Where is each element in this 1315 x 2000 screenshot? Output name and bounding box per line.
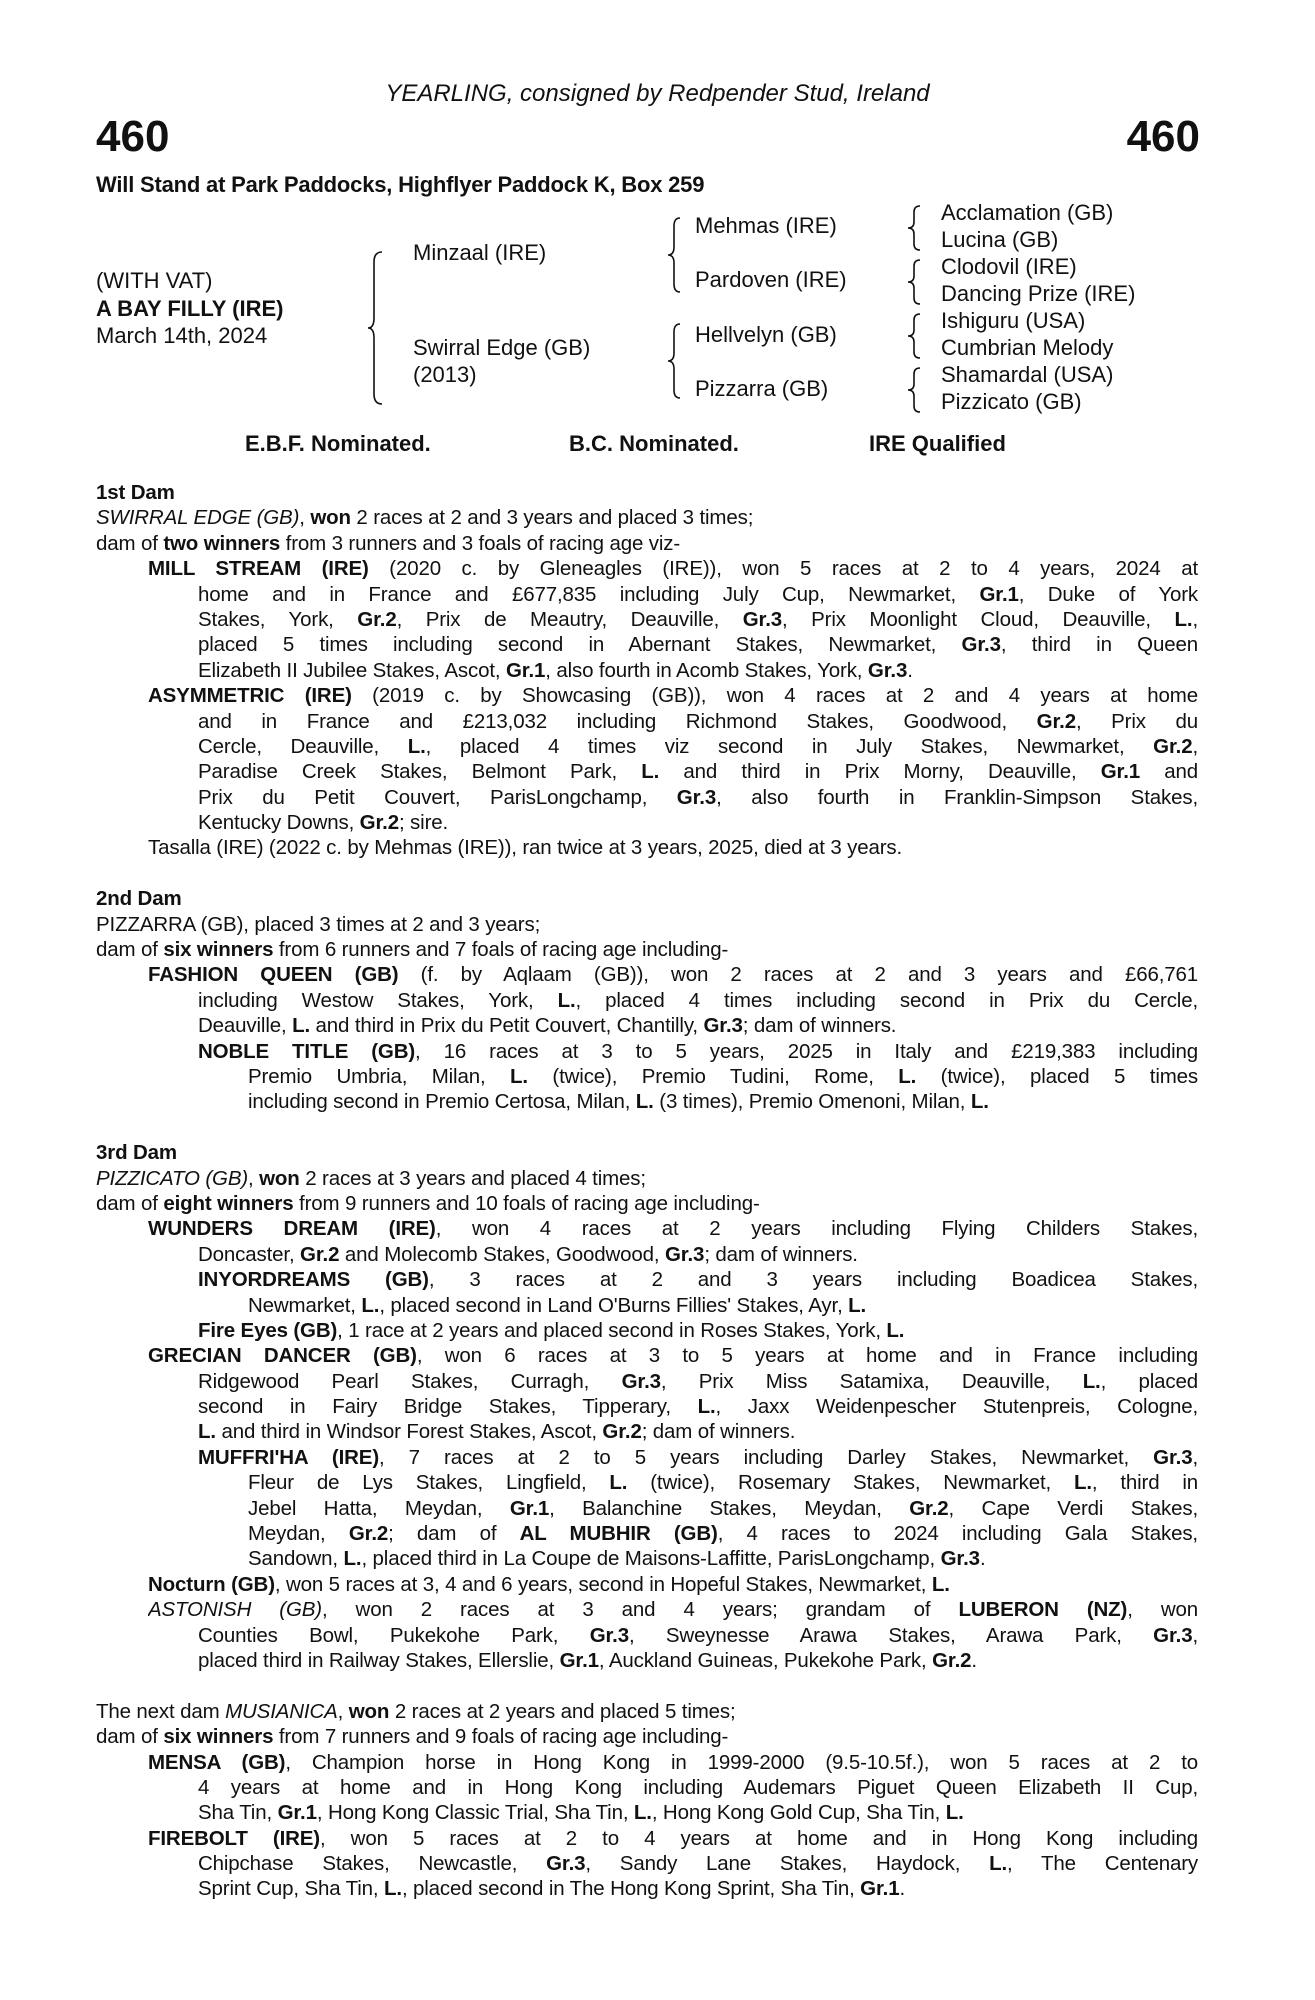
text-run: and [1140,760,1198,784]
bold-text: AL MUBHIR (GB) [519,1522,718,1546]
text-line [148,759,1198,784]
bold-text: WUNDERS DREAM (IRE) [148,1217,436,1241]
bold-text: L. [1073,1471,1092,1495]
text-line [148,658,1198,683]
text-run: , also fourth in Acomb Stakes, York, [545,658,868,682]
text-run: , Prix du [1075,709,1198,733]
text-run: Deauville, [198,1014,293,1038]
text-run: Newmarket, [248,1293,362,1317]
dam-summary [96,1699,1198,1750]
progeny-entry [96,1750,1198,1826]
sire-brace [668,216,682,294]
text-line [96,531,1198,556]
bold-text: Fire Eyes (GB) [198,1318,338,1342]
progeny-entry [96,1445,1198,1572]
text-run: Doncaster, [198,1242,301,1266]
text-run: , Prix Moonlight Cloud, Deauville, [782,607,1175,631]
bold-text: Gr.2 [300,1242,340,1266]
progeny-entry [96,1216,1198,1267]
dam-dam: Pizzarra (GB) [695,376,829,401]
ancestor-brace [908,312,922,360]
text-line [148,683,1198,708]
text-line [198,1318,1198,1343]
bold-text: L. [384,1877,402,1901]
lot-number-right: 460 [1126,112,1200,161]
text-run: , placed second in The Hong Kong Sprint, Sha Tin, [401,1877,861,1901]
text-line [148,1597,1198,1622]
bold-text: Nocturn (GB) [148,1572,275,1596]
bold-text: GRECIAN DANCER (GB) [148,1344,417,1368]
lot-number-left: 460 [96,112,170,161]
bold-text: L. [641,760,660,784]
bold-text: Gr.3 [546,1852,586,1876]
bold-text: L. [931,1572,950,1596]
ire-qualification: IRE Qualified [869,431,1006,456]
text-run: ; dam of [388,1522,520,1546]
text-run: (2020 c. by Gleneagles (IRE)), won 5 races at 2 to 4 years, 2024 at [368,557,1198,581]
text-line [148,1242,1198,1267]
text-run: 2 races at 3 years and placed 4 times; [299,1166,646,1190]
text-run: , placed 4 times viz second in July Stakes, Newmarket, [425,734,1154,758]
text-run: . [979,1547,986,1571]
dam-year: (2013) [413,362,477,387]
text-run: from 6 runners and 7 foals of racing age including- [273,938,729,962]
text-run: , 16 races at 3 to 5 years, 2025 in Italy and £219,383 including [415,1039,1198,1063]
text-line [198,1521,1198,1546]
text-run: , 4 races to 2024 including Gala Stakes, [717,1522,1198,1546]
text-line [148,785,1198,810]
bold-text: Gr.3 [867,658,908,682]
text-line [198,1089,1198,1114]
text-line [198,1064,1198,1089]
italic-text: ASTONISH (GB) [148,1598,322,1622]
bold-text: L. [945,1801,964,1825]
bold-text: L. [1082,1369,1101,1393]
text-run: Counties Bowl, Pukekohe Park, [198,1623,590,1647]
text-run: Ridgewood Pearl Stakes, Curragh, [198,1369,622,1393]
text-run: from 9 runners and 10 foals of racing age including- [293,1191,760,1215]
text-run: Stakes, York, [198,607,358,631]
text-run: dam of [96,938,164,962]
bold-text: won [259,1166,300,1190]
third-generation-ancestor: Acclamation (GB) [941,200,1114,225]
text-line [148,1013,1198,1038]
bold-text: MUFFRI'HA (IRE) [198,1445,379,1469]
text-run: from 3 runners and 3 foals of racing age viz- [280,531,681,555]
consignment-line: YEARLING, consigned by Redpender Stud, Ireland [385,80,930,107]
ancestor-brace [908,258,922,306]
text-run: , The Centenary [1007,1852,1198,1876]
text-run: placed third in Railway Stakes, Ellerslie, [198,1648,560,1672]
text-run: 2 races at 2 years and placed 5 times; [389,1699,736,1723]
third-generation-ancestor: Ishiguru (USA) [941,308,1086,333]
text-line [148,1343,1198,1368]
bold-text: L. [697,1395,716,1419]
text-line [148,734,1198,759]
text-run: , Cape Verdi Stakes, [948,1496,1198,1520]
progeny-entry [96,1826,1198,1902]
text-line [148,709,1198,734]
text-run: , [299,506,311,530]
text-line [198,1546,1198,1571]
text-line [96,1166,1198,1191]
text-run: (f. by Aqlaam (GB)), won 2 races at 2 and 3 years and £66,761 [398,963,1198,987]
bold-text: Gr.1 [1100,760,1141,784]
text-run: Prix du Petit Couvert, ParisLongchamp, [198,785,677,809]
bold-text: Gr.3 [676,785,717,809]
text-line [148,1369,1198,1394]
text-run: (twice), Rosemary Stakes, Newmarket, [627,1471,1074,1495]
text-line [198,1470,1198,1495]
text-line [148,1216,1198,1241]
italic-text: SWIRRAL EDGE (GB) [96,506,300,530]
text-run: , won 5 races at 2 to 4 years at home and in Hong Kong including [319,1826,1198,1850]
dam-summary [96,912,1198,963]
bold-text: Gr.2 [932,1648,972,1672]
text-run: Tasalla (IRE) (2022 c. by Mehmas (IRE)), ran twice at 3 years, 2025, died at 3 years. [148,836,903,860]
text-run: , third in [1091,1471,1198,1495]
text-line [148,1623,1198,1648]
bold-text: L. [886,1318,905,1342]
bold-text: L. [633,1801,652,1825]
text-run: (twice), placed 5 times [916,1064,1198,1088]
bold-text: Gr.1 [860,1877,900,1901]
text-run: , Prix Miss Satamixa, Deauville, [660,1369,1083,1393]
text-run: , won 6 races at 3 to 5 years at home and in France including [416,1344,1198,1368]
catalogue-page-body [96,480,1198,1902]
text-run: second in Fairy Bridge Stakes, Tipperary, [198,1395,698,1419]
bold-text: L. [970,1090,989,1114]
text-run: Sprint Cup, Sha Tin, [198,1877,385,1901]
text-run: from 7 runners and 9 foals of racing age including- [273,1725,729,1749]
bold-text: L. [407,734,426,758]
text-line [96,912,1198,937]
ancestor-brace [908,204,922,252]
text-run: , won 2 races at 3 and 4 years; grandam of [321,1598,959,1622]
dam-summary [96,1166,1198,1217]
text-run: , won [1127,1598,1198,1622]
text-run: , [1192,1623,1198,1647]
text-line [148,1876,1198,1901]
text-run: ; dam of winners. [641,1420,796,1444]
text-line [96,1191,1198,1216]
bold-text: L. [898,1064,917,1088]
progeny-entry [96,1343,1198,1445]
bold-text: two winners [163,531,281,555]
text-run: , Sandy Lane Stakes, Haydock, [585,1852,990,1876]
text-run: (twice), Premio Tudini, Rome, [527,1064,899,1088]
progeny-entry [96,556,1198,683]
text-run: , placed 4 times including second in Prix du Cercle, [575,988,1198,1012]
text-run: Cercle, Deauville, [198,734,408,758]
bold-text: NOBLE TITLE (GB) [198,1039,416,1063]
progeny-entry [96,1318,1198,1343]
bold-text: INYORDREAMS (GB) [198,1268,429,1292]
text-run: , won 5 races at 3, 4 and 6 years, second in Hopeful Stakes, Newmarket, [274,1572,932,1596]
text-run: , 1 race at 2 years and placed second in Roses Stakes, York, [337,1318,887,1342]
bold-text: L. [292,1014,310,1038]
bold-text: Gr.1 [509,1496,550,1520]
bold-text: L. [1174,607,1193,631]
text-run: 4 years at home and in Hong Kong including Audemars Piguet Queen Elizabeth II Cup, [198,1775,1198,1799]
bold-text: L. [557,988,576,1012]
text-line [148,1750,1198,1775]
bold-text: Gr.3 [1153,1623,1193,1647]
text-line [198,1267,1198,1292]
bold-text: L. [635,1090,654,1114]
text-line [148,607,1198,632]
bold-text: Gr.2 [348,1522,389,1546]
text-line [96,937,1198,962]
bold-text: LUBERON (NZ) [958,1598,1128,1622]
bold-text: Gr.1 [559,1648,599,1672]
italic-text: MUSIANICA [225,1699,338,1723]
text-run: , Prix de Meautry, Deauville, [396,607,743,631]
text-run: and Molecomb Stakes, Goodwood, [339,1242,666,1266]
text-run: , 7 races at 2 to 5 years including Darley Stakes, Newmarket, [379,1445,1154,1469]
text-line [148,1851,1198,1876]
text-run: , Balanchine Stakes, Meydan, [549,1496,910,1520]
ebf-nomination: E.B.F. Nominated. [245,431,431,456]
text-run: Premio Umbria, Milan, [248,1064,511,1088]
dam-sire: Hellvelyn (GB) [695,322,837,347]
text-run: including Westow Stakes, York, [198,988,558,1012]
bold-text: won [310,506,351,530]
italic-text: PIZZICATO (GB) [96,1166,249,1190]
text-line [148,1394,1198,1419]
third-generation-ancestor: Lucina (GB) [941,227,1059,252]
bold-text: Gr.3 [961,633,1001,657]
text-run: (2019 c. by Showcasing (GB)), won 4 races at 2 and 4 years at home [351,684,1198,708]
bold-text: six winners [163,1725,274,1749]
text-line [96,1724,1198,1749]
bold-text: L. [609,1471,628,1495]
text-run: Elizabeth II Jubilee Stakes, Ascot, [198,658,506,682]
text-line [148,582,1198,607]
text-run: Sha Tin, [198,1801,278,1825]
text-line [148,556,1198,581]
text-line [148,1648,1198,1673]
bold-text: Gr.2 [909,1496,949,1520]
text-line [148,835,1198,860]
bold-text: Gr.3 [1153,1445,1193,1469]
progeny-entry [96,1572,1198,1597]
text-line [198,1293,1198,1318]
text-run: The next dam [96,1699,226,1723]
text-run: Fleur de Lys Stakes, Lingfield, [248,1471,610,1495]
progeny-entry [96,1267,1198,1318]
third-generation-ancestor: Pizzicato (GB) [941,389,1082,414]
text-line [148,988,1198,1013]
vat-note: (WITH VAT) [96,268,213,293]
text-run: , placed second in Land O'Burns Fillies' Stakes, Ayr, [379,1293,849,1317]
text-run: dam of [96,1725,164,1749]
text-run: , [1192,734,1198,758]
text-run: , third in Queen [1000,633,1198,657]
text-run: , [337,1699,349,1723]
bold-text: Gr.1 [979,582,1019,606]
text-run: 2 races at 2 and 3 years and placed 3 times; [350,506,754,530]
bold-text: Gr.3 [703,1014,743,1038]
bold-text: ASYMMETRIC (IRE) [148,684,352,708]
text-run: and third in Prix Morny, Deauville, [659,760,1101,784]
bold-text: Gr.2 [1036,709,1076,733]
sire-dam: Pardoven (IRE) [695,267,847,292]
text-run: Meydan, [248,1522,349,1546]
bold-text: MENSA (GB) [148,1750,286,1774]
text-run: , placed third in La Coupe de Maisons-Laffitte, ParisLongchamp, [361,1547,941,1571]
text-run: and in France and £213,032 including Richmond Stakes, Goodwood, [198,709,1037,733]
text-run: , Auckland Guineas, Pukekohe Park, [598,1648,933,1672]
text-run: , Sweynesse Arawa Stakes, Arawa Park, [628,1623,1154,1647]
bold-text: Gr.2 [602,1420,642,1444]
text-run: (3 times), Premio Omenoni, Milan, [653,1090,971,1114]
text-run: , Hong Kong Classic Trial, Sha Tin, [316,1801,634,1825]
foaling-date: March 14th, 2024 [96,323,268,348]
bold-text: six winners [163,938,274,962]
section-gap [96,861,1198,886]
text-line [148,1775,1198,1800]
text-run: , [1192,1445,1198,1469]
third-generation-ancestor: Clodovil (IRE) [941,254,1077,279]
text-run: ; dam of winners. [704,1242,858,1266]
text-run: , won 4 races at 2 years including Flying Childers Stakes, [435,1217,1198,1241]
bold-text: FIREBOLT (IRE) [148,1826,320,1850]
text-run: and third in Windsor Forest Stakes, Ascot, [215,1420,603,1444]
text-run: . [907,658,913,682]
stand-location: Will Stand at Park Paddocks, Highflyer Paddock K, Box 259 [96,172,705,197]
text-run: ; dam of winners. [742,1014,897,1038]
bc-nomination: B.C. Nominated. [569,431,739,456]
bold-text: L. [848,1293,867,1317]
text-run: , [248,1166,260,1190]
text-line [148,632,1198,657]
bold-text: L. [361,1293,380,1317]
text-line [148,810,1198,835]
text-line [148,1572,1198,1597]
text-run: , Hong Kong Gold Cup, Sha Tin, [651,1801,946,1825]
bold-text: eight winners [163,1191,294,1215]
text-line [96,505,1198,530]
text-line [148,962,1198,987]
text-run: , placed [1100,1369,1198,1393]
text-run: Sandown, [248,1547,344,1571]
horse-name: A BAY FILLY (IRE) [96,296,284,321]
bold-text: Gr.3 [665,1242,705,1266]
text-run: Paradise Creek Stakes, Belmont Park, [198,760,642,784]
bold-text: L. [989,1852,1008,1876]
bold-text: Gr.3 [589,1623,629,1647]
text-run: including second in Premio Certosa, Milan, [248,1090,636,1114]
text-run: home and in France and £677,835 including July Cup, Newmarket, [198,582,980,606]
sire-sire: Mehmas (IRE) [695,213,837,238]
progeny-entry [96,1597,1198,1673]
bold-text: MILL STREAM (IRE) [148,557,369,581]
dam-summary [96,505,1198,556]
text-line [148,1800,1198,1825]
text-run: , also fourth in Franklin-Simpson Stakes, [716,785,1198,809]
bold-text: Gr.2 [359,811,399,835]
text-run: ; sire. [398,811,449,835]
progeny-entry [96,683,1198,835]
bold-text: FASHION QUEEN (GB) [148,963,399,987]
bold-text: Gr.1 [277,1801,317,1825]
third-generation-ancestor: Cumbrian Melody [941,335,1114,360]
text-run: Chipchase Stakes, Newcastle, [198,1852,547,1876]
text-line [198,1496,1198,1521]
text-run: , Champion horse in Hong Kong in 1999-2000 (9.5-10.5f.), won 5 races at 2 to [285,1750,1198,1774]
third-generation-ancestor: Dancing Prize (IRE) [941,281,1136,306]
bold-text: Gr.2 [1153,734,1193,758]
bold-text: L. [343,1547,362,1571]
text-run: . [971,1648,977,1672]
ancestor-brace [908,366,922,414]
text-line [148,1826,1198,1851]
dam: Swirral Edge (GB) [413,335,591,360]
text-line [96,1699,1198,1724]
bold-text: won [348,1699,390,1723]
bold-text: Gr.3 [940,1547,980,1571]
text-run: , Jaxx Weidenpescher Stutenpreis, Cologne, [715,1395,1198,1419]
text-run: PIZZARRA (GB), placed 3 times at 2 and 3 years; [96,912,541,936]
bold-text: L. [510,1064,528,1088]
text-run: Jebel Hatta, Meydan, [248,1496,510,1520]
text-run: , 3 races at 2 and 3 years including Boadicea Stakes, [428,1268,1198,1292]
sire: Minzaal (IRE) [413,240,547,265]
text-run: dam of [96,1191,164,1215]
text-run: , [1192,607,1198,631]
section-heading: 2nd Dam [96,887,182,911]
bold-text: Gr.3 [621,1369,661,1393]
bold-text: Gr.3 [742,607,783,631]
progeny-entry [96,1039,1198,1115]
text-line [148,1419,1198,1444]
text-run: , Duke of York [1018,582,1198,606]
section-gap [96,1115,1198,1140]
section-heading: 1st Dam [96,481,175,504]
text-run: placed 5 times including second in Abernant Stakes, Newmarket, [198,633,962,657]
text-line [198,1039,1198,1064]
text-run: and third in Prix du Petit Couvert, Chantilly, [310,1014,704,1038]
bold-text: L. [198,1420,216,1444]
bold-text: Gr.1 [505,658,546,682]
pedigree-brace-main [368,250,384,406]
text-run: . [899,1877,906,1901]
third-generation-ancestor: Shamardal (USA) [941,362,1114,387]
dam-brace [668,322,682,400]
progeny-entry [96,835,1198,860]
text-run: dam of [96,531,164,555]
section-gap [96,1673,1198,1698]
section-heading: 3rd Dam [96,1141,177,1165]
text-line [198,1445,1198,1470]
bold-text: Gr.2 [357,607,397,631]
text-run: Kentucky Downs, [198,811,360,835]
progeny-entry [96,962,1198,1038]
